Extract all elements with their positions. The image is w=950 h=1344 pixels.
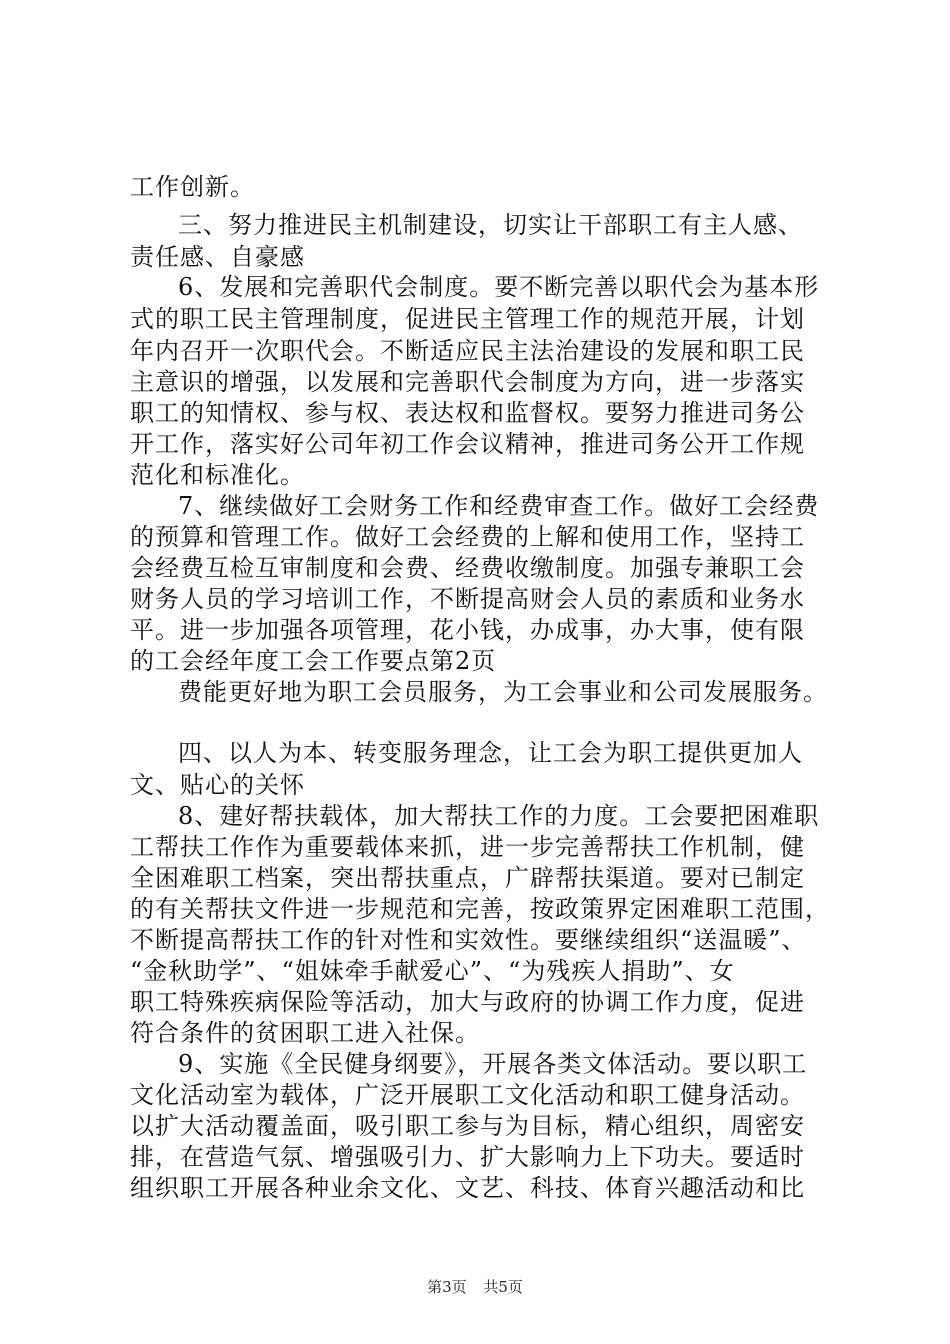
text-line: 工帮扶工作作为重要载体来抓，进一步完善帮扶工作机制，健	[130, 833, 805, 861]
text-line: 工作创新。	[130, 173, 255, 201]
section-heading: 文、贴心的关怀	[130, 771, 305, 799]
text-line: 的有关帮扶文件进一步规范和完善，按政策界定困难职工范围，	[130, 895, 830, 923]
page-total: 共5页	[483, 1278, 523, 1296]
section-heading: 三、努力推进民主机制建设，切实让干部职工有主人感、	[178, 211, 803, 239]
text-line: 的预算和管理工作。做好工会经费的上解和使用工作，坚持工	[130, 523, 805, 551]
text-line: 范化和标准化。	[130, 461, 305, 489]
text-line: 不断提高帮扶工作的针对性和实效性。要继续组织“送温暖”、	[130, 926, 807, 954]
paragraph-first-line: 7、继续做好工会财务工作和经费审查工作。做好工会经费	[178, 492, 820, 520]
paragraph-first-line: 8、建好帮扶载体，加大帮扶工作的力度。工会要把困难职	[178, 802, 820, 830]
paragraph-first-line: 9、实施《全民健身纲要》，开展各类文体活动。要以职工	[178, 1050, 808, 1078]
text-line: 符合条件的贫困职工进入社保。	[130, 1019, 480, 1047]
text-line: 组织职工开展各种业余文化、文艺、科技、体育兴趣活动和比	[130, 1174, 805, 1202]
text-line: 平。进一步加强各项管理，花小钱，办成事，办大事，使有限	[130, 616, 805, 644]
text-line: 开工作，落实好公司年初工作会议精神，推进司务公开工作规	[130, 430, 805, 458]
paragraph-first-line: 费能更好地为职工会员服务，为工会事业和公司发展服务。	[178, 678, 828, 706]
text-line: 主意识的增强，以发展和完善职代会制度为方向，进一步落实	[130, 368, 805, 396]
text-line: 职工特殊疾病保险等活动，加大与政府的协调工作力度，促进	[130, 988, 805, 1016]
text-line: 职工的知情权、参与权、表达权和监督权。要努力推进司务公	[130, 399, 805, 427]
text-line: 全困难职工档案，突出帮扶重点，广辟帮扶渠道。要对已制定	[130, 864, 805, 892]
text-line: 式的职工民主管理制度，促进民主管理工作的规范开展，计划	[130, 305, 805, 333]
paragraph-first-line: 6、发展和完善职代会制度。要不断完善以职代会为基本形	[178, 273, 820, 301]
text-line: 财务人员的学习培训工作，不断提高财会人员的素质和业务水	[130, 585, 805, 613]
page-footer	[0, 1276, 950, 1297]
section-heading: 四、以人为本、转变服务理念，让工会为职工提供更加人	[178, 739, 803, 767]
text-line: “金秋助学”、“姐妹牵手献爱心”、“为残疾人捐助”、女	[130, 957, 735, 985]
section-heading: 责任感、自豪感	[130, 243, 305, 271]
text-line: 会经费互检互审制度和会费、经费收缴制度。加强专兼职工会	[130, 554, 805, 582]
text-line: 年内召开一次职代会。不断适应民主法治建设的发展和职工民	[130, 337, 805, 365]
page-number: 第3页	[427, 1278, 467, 1296]
text-line: 以扩大活动覆盖面，吸引职工参与为目标，精心组织，周密安	[130, 1112, 805, 1140]
text-line: 的工会经年度工会工作要点第2页	[130, 647, 497, 675]
text-line: 排，在营造气氛、增强吸引力、扩大影响力上下功夫。要适时	[130, 1143, 805, 1171]
text-line: 文化活动室为载体，广泛开展职工文化活动和职工健身活动。	[130, 1081, 805, 1109]
